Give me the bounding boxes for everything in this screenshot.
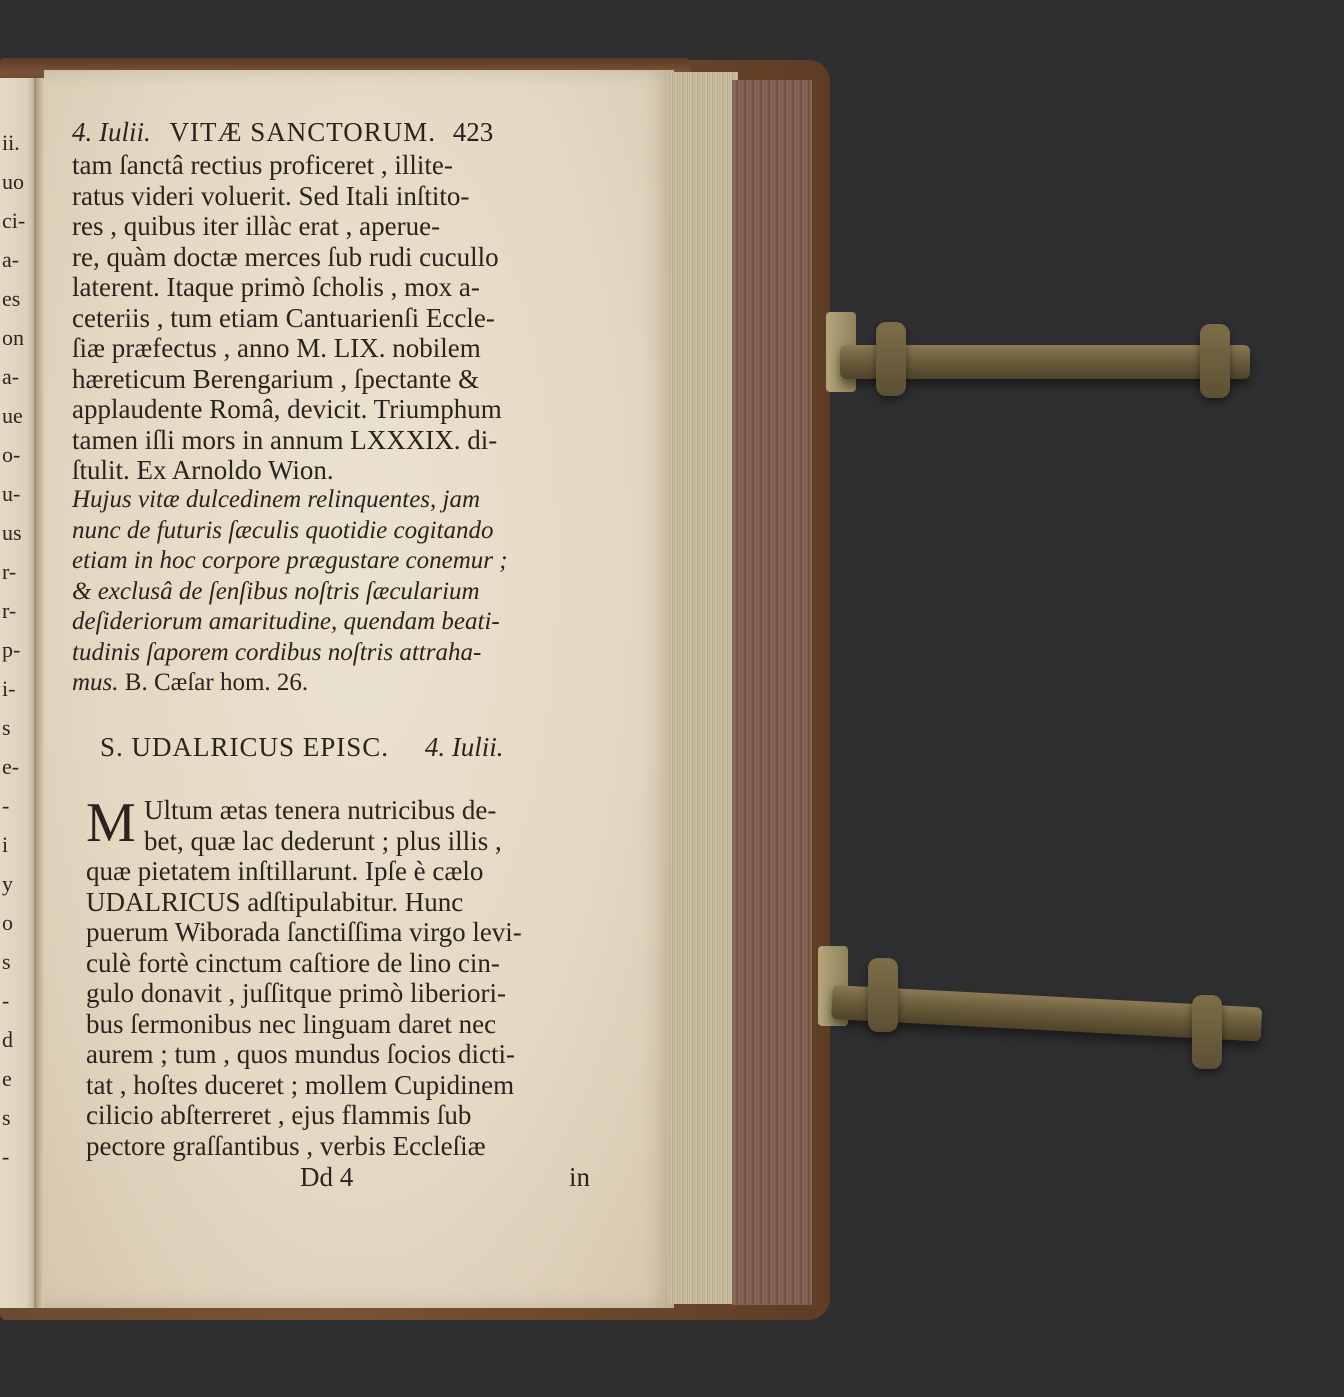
left-page-fragment: y: [2, 871, 13, 896]
quote-line: nunc de futuris ſæculis quotidie cogitando: [72, 516, 494, 544]
text-line: aurem ; tum , quos mundus ſocios dicti-: [86, 1039, 515, 1069]
left-page-fragment: s: [2, 949, 11, 974]
text-line: culè fortè cinctum caſtiore de lino cin-: [86, 947, 500, 978]
section-title-text: S. UDALRICUS EPISC.: [100, 732, 390, 762]
text-line: Ultum ætas tenera nutricibus de-: [144, 795, 497, 825]
left-page-fragment: -: [2, 793, 10, 818]
left-page-fragment: i-: [2, 676, 16, 701]
left-page-fragment: o-: [2, 442, 21, 467]
left-page-fragment: -: [2, 1144, 10, 1169]
quote-line: deſideriorum amaritudine, quendam beati-: [72, 608, 500, 635]
quote-paragraph: [72, 485, 592, 699]
left-page-fragment: ci-: [2, 208, 26, 233]
text-line: tamen iſli mors in annum LXXXIX. di-: [72, 424, 498, 455]
quote-line: tudinis ſaporem cordibus noſtris attraha-: [72, 638, 482, 666]
left-page-fragment: d: [2, 1027, 13, 1052]
page-number: 423: [452, 117, 494, 147]
left-page-fragment: a-: [2, 364, 20, 389]
text-line: ceteriis , tum etiam Cantuarienſi Eccle-: [72, 302, 495, 333]
text-line: puerum Wiborada ſanctiſſima virgo levi-: [86, 917, 522, 947]
text-line: bet, quæ lac dederunt ; plus illis ,: [144, 825, 502, 856]
left-page-fragment: p-: [2, 637, 21, 662]
quote-line: etiam in hoc corpore prægustare conemur ;: [72, 547, 508, 574]
page-edges: [668, 72, 738, 1304]
left-page-fragment: us: [2, 520, 22, 545]
left-page-fragment: s: [2, 715, 11, 740]
header-title: VITÆ SANCTORUM.: [169, 117, 437, 147]
text-line: laterent. Itaque primò ſcholis , mox a-: [72, 272, 480, 302]
section-date: 4. Iulii.: [424, 732, 504, 762]
text-line: re, quàm doctæ merces ſub rudi cucullo: [72, 241, 499, 272]
catchword: in: [568, 1162, 590, 1192]
left-page-fragment: r-: [2, 598, 17, 623]
clasp-bottom-knob: [868, 958, 898, 1032]
left-page-fragment: e-: [2, 754, 20, 779]
signature-mark: Dd 4: [300, 1162, 354, 1192]
text-line: gulo donavit , juſſitque primò liberiori-: [86, 978, 506, 1008]
text-line: UDALRICUS adſtipulabitur. Hunc: [86, 886, 464, 917]
text-line: applaudente Româ, devicit. Triumphum: [72, 394, 502, 424]
text-line: ratus videri voluerit. Sed Itali inſtito-: [72, 180, 470, 211]
quote-line: & exclusâ de ſenſibus noſtris ſæcularium: [72, 577, 480, 605]
left-page-fragment: -: [2, 988, 10, 1013]
section-title: [100, 732, 504, 763]
quote-source: B. Cæſar hom. 26.: [118, 669, 309, 696]
fore-edge: [732, 80, 812, 1305]
text-line: bus ſermonibus nec linguam daret nec: [86, 1008, 497, 1039]
body-paragraph-1: [72, 150, 592, 486]
left-page-edge: [0, 78, 38, 1308]
text-line: cilicio abſterreret , ejus flammis ſub: [86, 1100, 472, 1130]
quote-line: Hujus vitæ dulcedinem relinquentes, jam: [72, 486, 481, 513]
clasp-top-knob: [876, 322, 906, 396]
body-paragraph-2: [86, 792, 606, 1161]
quote-line: mus. B. Cæſar hom. 26.: [72, 669, 309, 696]
left-page-fragment: e: [2, 1066, 12, 1091]
left-page-fragment: u-: [2, 481, 21, 506]
left-page-fragment: i: [2, 832, 9, 857]
left-page-fragment: uo: [2, 169, 24, 194]
running-header: [72, 117, 592, 148]
text-line: ſiæ præfectus , anno M. LIX. nobilem: [72, 333, 481, 363]
text-line: ſtulit. Ex Arnoldo Wion.: [72, 455, 334, 485]
left-page-fragment: s: [2, 1105, 11, 1130]
header-date: 4. Iulii.: [72, 117, 151, 147]
text-line: tam ſanctâ rectius proficeret , illite-: [72, 150, 453, 180]
left-page-fragment: es: [2, 286, 21, 311]
text-line: quæ pietatem inſtillarunt. Ipſe è cælo: [86, 856, 484, 886]
text-line: pectore graſſantibus , verbis Eccleſiæ: [86, 1130, 486, 1161]
text-line: res , quibus iter illàc erat , aperue-: [72, 211, 441, 241]
text-line: hæreticum Berengarium , ſpectante &: [72, 363, 480, 394]
left-page-fragment: o: [2, 910, 13, 935]
left-page-fragment: r-: [2, 559, 17, 584]
clasp-bottom-knob: [1192, 995, 1222, 1069]
left-page-fragment: ii.: [2, 130, 20, 155]
left-page-fragment: a-: [2, 247, 20, 272]
drop-capital: M: [86, 792, 136, 854]
text-line: tat , hoſtes duceret ; mollem Cupidinem: [86, 1069, 515, 1100]
clasp-top-knob: [1200, 324, 1230, 398]
left-page-fragment: ue: [2, 403, 23, 428]
left-page-fragment: on: [2, 325, 24, 350]
